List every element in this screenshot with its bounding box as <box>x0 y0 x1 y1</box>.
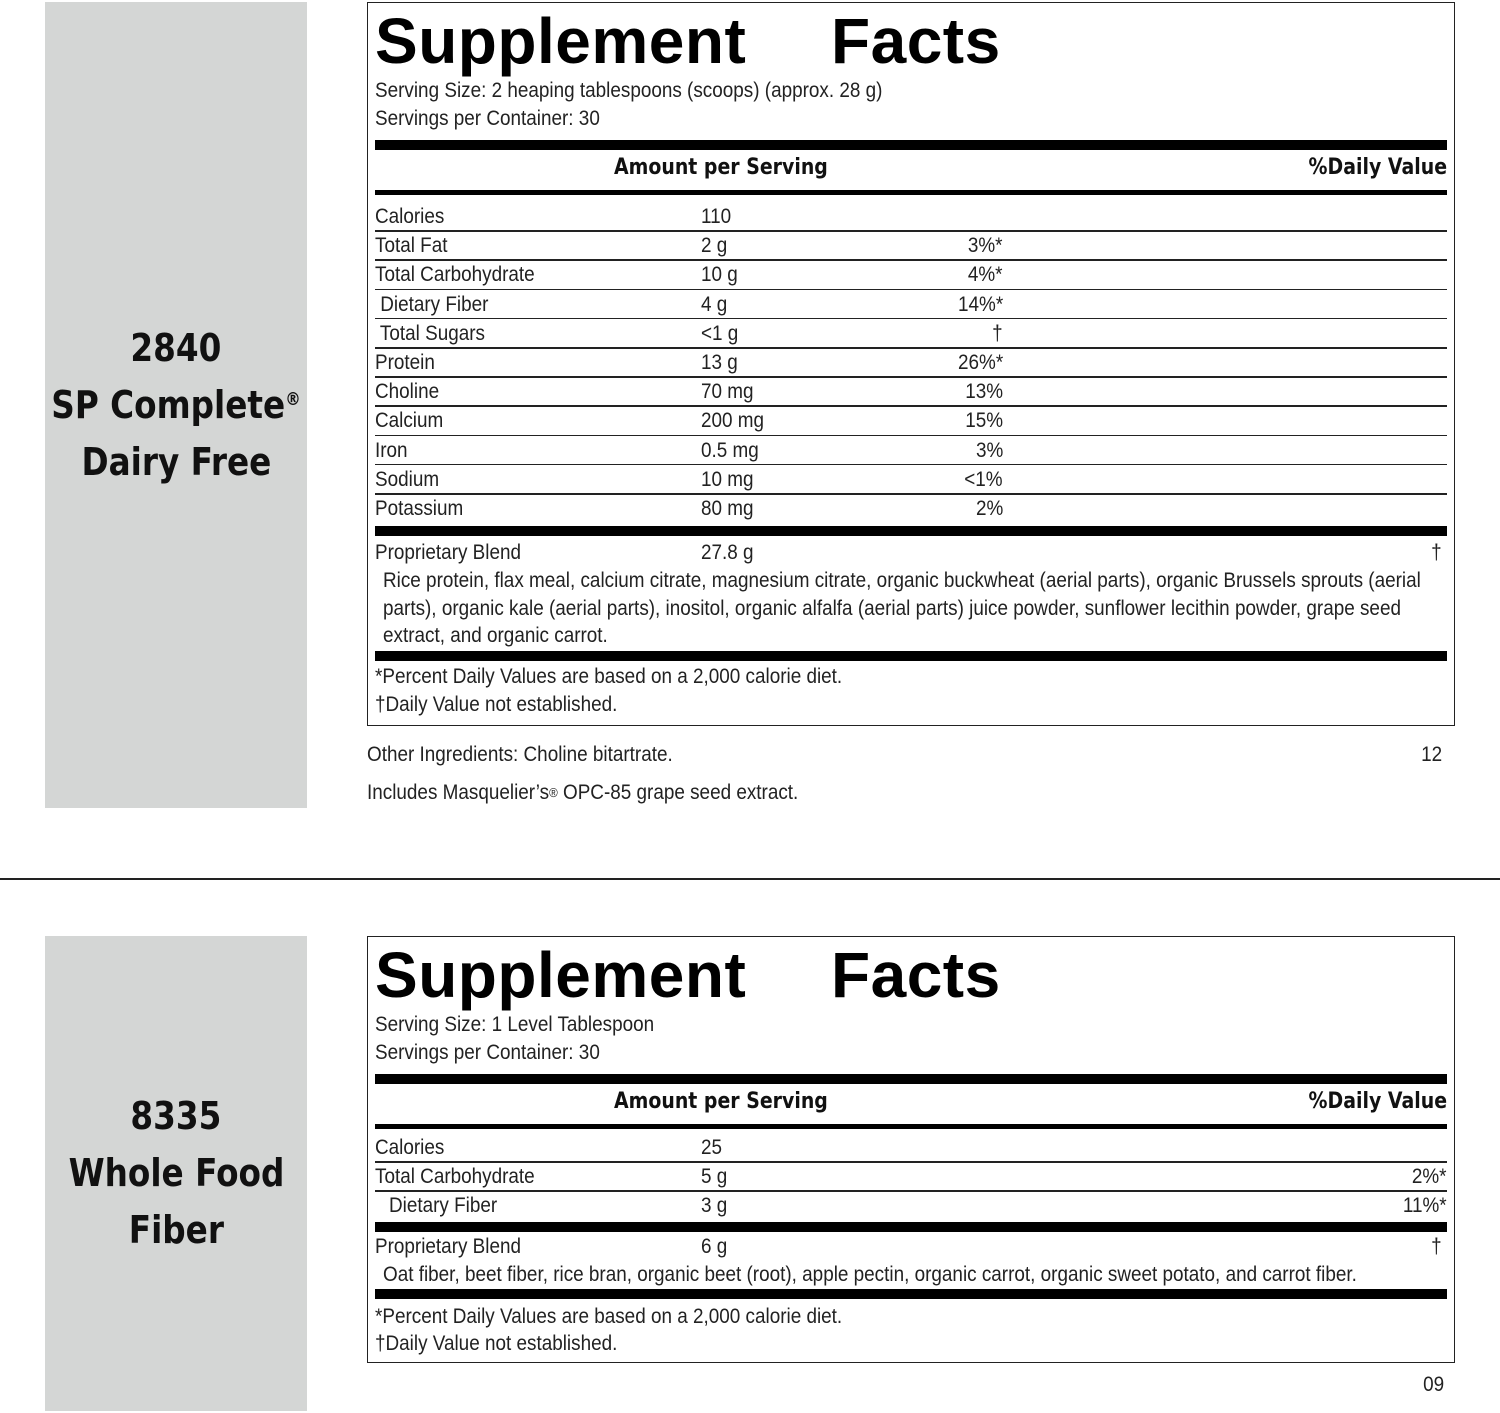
nutrient-name: Calcium <box>375 409 444 433</box>
footnote-dv-not-established: †Daily Value not established. <box>375 693 618 716</box>
blend-amount: 27.8 g <box>701 541 754 564</box>
serving-size: Serving Size: 1 Level Tablespoon <box>375 1013 655 1036</box>
row-divider <box>375 1161 1447 1163</box>
nutrient-daily-value: 13% <box>965 380 1003 404</box>
nutrient-amount: 5 g <box>701 1165 728 1189</box>
nutrient-name: Potassium <box>375 497 464 520</box>
nutrient-amount: 13 g <box>701 351 738 374</box>
medium-rule <box>375 1124 1447 1129</box>
amount-per-serving-header: Amount per Serving <box>614 155 828 180</box>
product-sidebar-2840 <box>45 2 307 808</box>
row-divider <box>375 493 1447 495</box>
row-divider <box>375 230 1447 232</box>
nutrient-name: Protein <box>375 351 435 374</box>
nutrient-amount: 25 <box>701 1136 723 1159</box>
page-number: 12 <box>1421 743 1443 766</box>
registered-mark: ® <box>549 785 558 800</box>
nutrient-amount: 10 mg <box>701 467 754 491</box>
nutrient-name: Dietary Fiber <box>389 1194 498 1218</box>
blend-daily-value: † <box>1431 1235 1442 1258</box>
includes-note: Includes Masquelier’s® OPC-85 grape seed extract. <box>367 781 799 804</box>
page-number: 09 <box>1423 1373 1445 1396</box>
nutrient-amount: 10 g <box>701 263 738 287</box>
nutrient-amount: 4 g <box>701 292 728 316</box>
row-divider <box>375 259 1447 261</box>
nutrient-daily-value: 26%* <box>957 351 1003 374</box>
blend-daily-value: † <box>1431 541 1442 564</box>
nutrient-daily-value: 2% <box>975 497 1003 520</box>
nutrient-amount: 110 <box>701 205 732 228</box>
nutrient-daily-value: 3%* <box>968 234 1003 258</box>
row-divider <box>375 376 1447 378</box>
footnote-percent-dv: *Percent Daily Values are based on a 2,000 calorie diet. <box>375 665 843 688</box>
nutrient-amount: 70 mg <box>701 380 754 404</box>
row-divider <box>375 405 1447 407</box>
row-divider <box>375 289 1447 291</box>
nutrient-name: Calories <box>375 205 445 228</box>
product-sidebar-8335 <box>45 936 307 1411</box>
serving-size: Serving Size: 2 heaping tablespoons (scoops) (approx. 28 g) <box>375 79 883 102</box>
blend-name: Proprietary Blend <box>375 541 522 564</box>
registered-mark: ® <box>285 388 301 410</box>
thick-rule <box>375 1222 1447 1232</box>
thick-rule <box>375 1074 1447 1084</box>
amount-per-serving-header: Amount per Serving <box>614 1089 828 1114</box>
thick-rule <box>375 140 1447 150</box>
row-divider <box>375 347 1447 349</box>
nutrient-daily-value: 3% <box>975 438 1003 462</box>
nutrient-daily-value: 4%* <box>968 263 1003 287</box>
section-divider <box>0 878 1500 880</box>
panel-title: Supplement Facts <box>375 5 1001 77</box>
nutrient-amount: 0.5 mg <box>701 438 759 462</box>
product-number: 2840 <box>130 325 222 370</box>
servings-per-container: Servings per Container: 30 <box>375 107 600 130</box>
row-divider <box>375 464 1447 466</box>
nutrient-name: Choline <box>375 380 440 404</box>
nutrient-amount: 3 g <box>701 1194 728 1218</box>
nutrient-amount: 80 mg <box>701 497 754 520</box>
nutrient-name: Total Carbohydrate <box>375 1165 535 1189</box>
servings-per-container: Servings per Container: 30 <box>375 1041 600 1064</box>
row-divider <box>375 435 1447 437</box>
medium-rule <box>375 190 1447 195</box>
footnote-dv-not-established: †Daily Value not established. <box>375 1332 618 1355</box>
nutrient-name: Total Sugars <box>375 321 485 345</box>
supplement-facts-panel-8335 <box>367 936 1455 1363</box>
nutrient-name: Dietary Fiber <box>375 292 489 316</box>
nutrient-name: Sodium <box>375 467 440 491</box>
product-number: 8335 <box>130 1094 222 1138</box>
nutrient-amount: 2 g <box>701 234 728 258</box>
supplement-facts-panel-2840 <box>367 2 1455 726</box>
product-name-line1: Whole Food <box>68 1151 284 1195</box>
footnote-percent-dv: *Percent Daily Values are based on a 2,000 calorie diet. <box>375 1305 843 1328</box>
thick-rule <box>375 1289 1447 1299</box>
thick-rule <box>375 526 1447 536</box>
nutrient-name: Iron <box>375 438 408 462</box>
nutrient-amount: 200 mg <box>701 409 765 433</box>
nutrient-daily-value: 15% <box>965 409 1003 433</box>
nutrient-daily-value: 11%* <box>1403 1194 1447 1218</box>
product-name-line1: SP Complete® <box>51 382 301 427</box>
row-divider <box>375 318 1447 320</box>
product-name-line2: Fiber <box>128 1208 224 1252</box>
nutrient-amount: <1 g <box>701 321 739 345</box>
daily-value-header: %Daily Value <box>1308 155 1447 180</box>
blend-ingredients: Oat fiber, beet fiber, rice bran, organic beet (root), apple pectin, organic carrot, organic sweet potato, and carrot fiber. <box>383 1263 1357 1286</box>
blend-ingredients: Rice protein, flax meal, calcium citrate, magnesium citrate, organic buckwheat (aerial parts), organic Brussels sprouts (aerial parts), organic kale (aerial parts), inositol, organic alfalfa (aerial parts) juice powder, sunflower lecithin powder, grape seed extract, and organic carrot. <box>383 569 1421 647</box>
product-name-line2: Dairy Free <box>81 439 271 484</box>
nutrient-daily-value: 14%* <box>957 292 1003 316</box>
blend-name: Proprietary Blend <box>375 1235 522 1258</box>
nutrient-daily-value: † <box>992 321 1003 345</box>
panel-title: Supplement Facts <box>375 939 1001 1011</box>
thick-rule <box>375 651 1447 661</box>
nutrient-daily-value: 2%* <box>1412 1165 1447 1189</box>
nutrient-daily-value: <1% <box>964 467 1003 491</box>
daily-value-header: %Daily Value <box>1308 1089 1447 1114</box>
nutrient-name: Calories <box>375 1136 445 1159</box>
nutrient-name: Total Carbohydrate <box>375 263 535 287</box>
row-divider <box>375 1190 1447 1192</box>
blend-amount: 6 g <box>701 1235 728 1258</box>
nutrient-name: Total Fat <box>375 234 448 258</box>
other-ingredients: Other Ingredients: Choline bitartrate. <box>367 743 673 766</box>
